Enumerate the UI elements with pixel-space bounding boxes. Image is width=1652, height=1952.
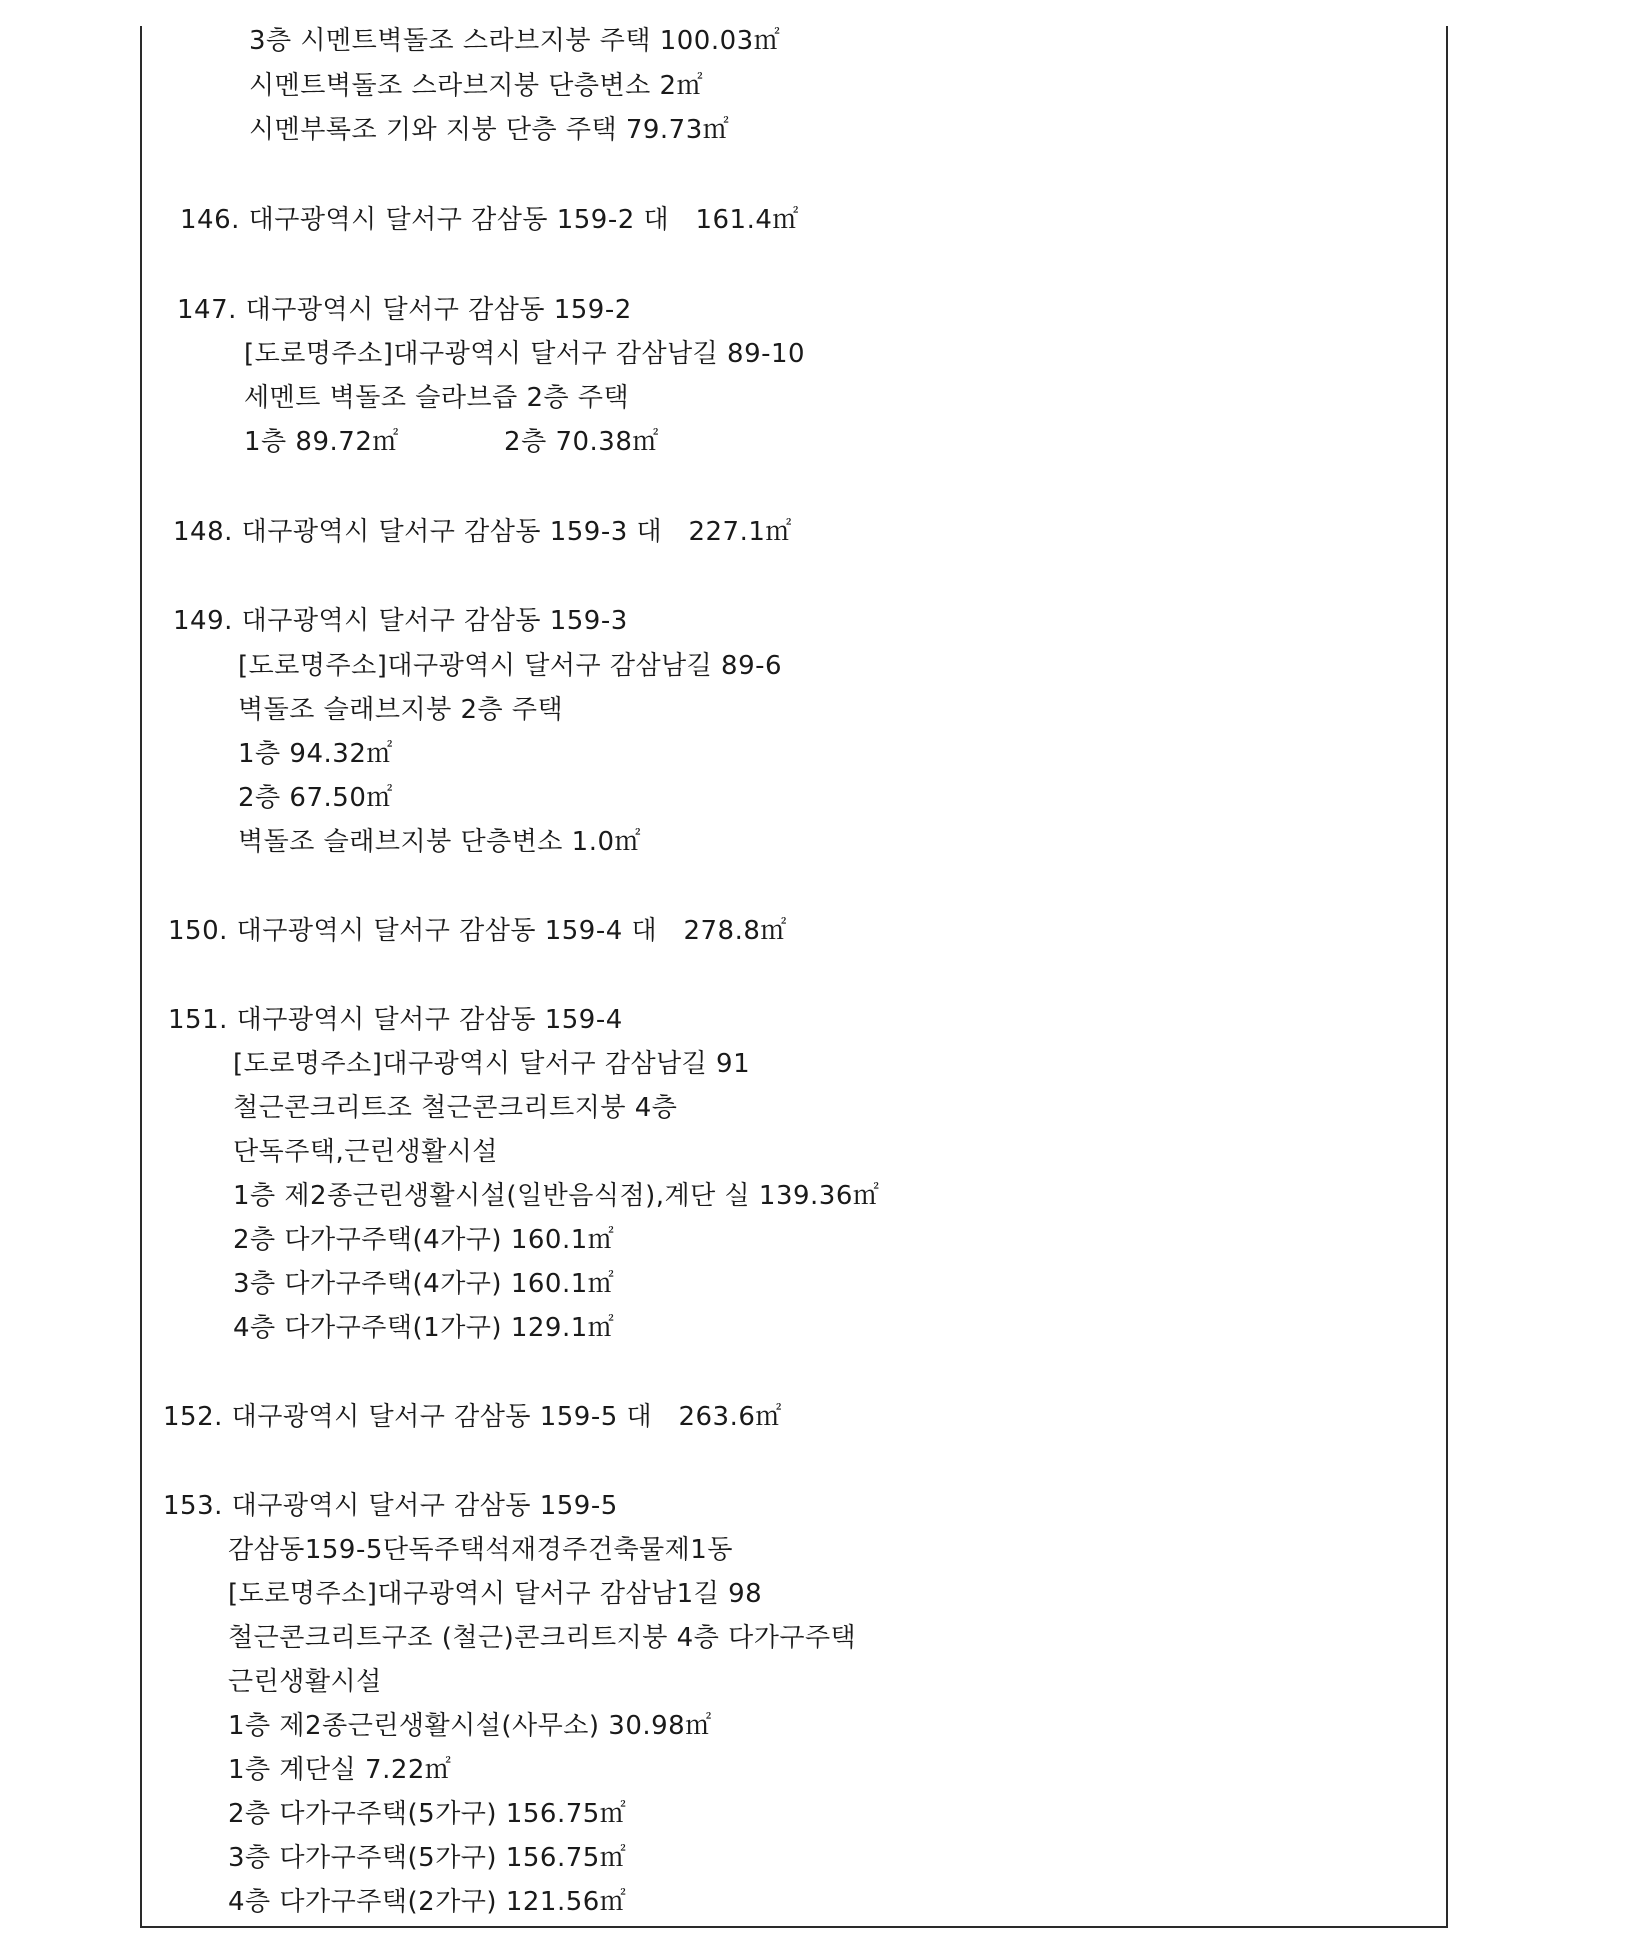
list-item-148: 148. 대구광역시 달서구 감삼동 159-3 대 227.1㎡ — [173, 517, 792, 547]
text-line: 2층 다가구주택(5가구) 156.75㎡ — [228, 1799, 627, 1829]
text-line: 3층 시멘트벽돌조 스라브지붕 주택 100.03㎡ — [249, 26, 781, 56]
text-line: 1층 89.72㎡ 2층 70.38㎡ — [244, 427, 659, 457]
text-line: 철근콘크리트조 철근콘크리트지붕 4층 — [233, 1093, 678, 1123]
text-line: 1층 계단실 7.22㎡ — [228, 1755, 452, 1785]
text-line: 세멘트 벽돌조 슬라브즙 2층 주택 — [244, 383, 630, 413]
text-line: 철근콘크리트구조 (철근)콘크리트지붕 4층 다가구주택 — [228, 1623, 857, 1653]
list-item-149: 149. 대구광역시 달서구 감삼동 159-3 — [173, 606, 628, 636]
text-line: 벽돌조 슬래브지붕 2층 주택 — [238, 695, 564, 725]
list-item-147: 147. 대구광역시 달서구 감삼동 159-2 — [177, 295, 632, 325]
list-item-150: 150. 대구광역시 달서구 감삼동 159-4 대 278.8㎡ — [168, 916, 787, 946]
text-line: 단독주택,근린생활시설 — [233, 1137, 498, 1167]
list-item-151: 151. 대구광역시 달서구 감삼동 159-4 — [168, 1005, 623, 1035]
text-line: 4층 다가구주택(2가구) 121.56㎡ — [228, 1887, 627, 1917]
list-item-146: 146. 대구광역시 달서구 감삼동 159-2 대 161.4㎡ — [180, 205, 799, 235]
text-line: 1층 제2종근린생활시설(사무소) 30.98㎡ — [228, 1711, 712, 1741]
text-line: 시멘트벽돌조 스라브지붕 단층변소 2㎡ — [249, 71, 704, 101]
text-line: 2층 67.50㎡ — [238, 783, 393, 813]
list-item-152: 152. 대구광역시 달서구 감삼동 159-5 대 263.6㎡ — [163, 1402, 782, 1432]
text-line: 시멘부록조 기와 지붕 단층 주택 79.73㎡ — [249, 115, 730, 145]
text-line: [도로명주소]대구광역시 달서구 감삼남1길 98 — [228, 1579, 763, 1609]
list-item-153: 153. 대구광역시 달서구 감삼동 159-5 — [163, 1491, 618, 1521]
text-line: 1층 제2종근린생활시설(일반음식점),계단 실 139.36㎡ — [233, 1181, 880, 1211]
text-line: 근린생활시설 — [228, 1667, 382, 1697]
text-line: [도로명주소]대구광역시 달서구 감삼남길 89-10 — [244, 339, 806, 369]
text-line: 3층 다가구주택(5가구) 156.75㎡ — [228, 1843, 627, 1873]
text-line: 4층 다가구주택(1가구) 129.1㎡ — [233, 1313, 615, 1343]
text-line: 3층 다가구주택(4가구) 160.1㎡ — [233, 1269, 615, 1299]
text-line: 1층 94.32㎡ — [238, 739, 393, 769]
text-line: [도로명주소]대구광역시 달서구 감삼남길 91 — [233, 1049, 751, 1079]
text-line: 2층 다가구주택(4가구) 160.1㎡ — [233, 1225, 615, 1255]
text-line: 감삼동159-5단독주택석재경주건축물제1동 — [228, 1535, 733, 1565]
text-line: 벽돌조 슬래브지붕 단층변소 1.0㎡ — [238, 827, 642, 857]
text-line: [도로명주소]대구광역시 달서구 감삼남길 89-6 — [238, 651, 783, 681]
